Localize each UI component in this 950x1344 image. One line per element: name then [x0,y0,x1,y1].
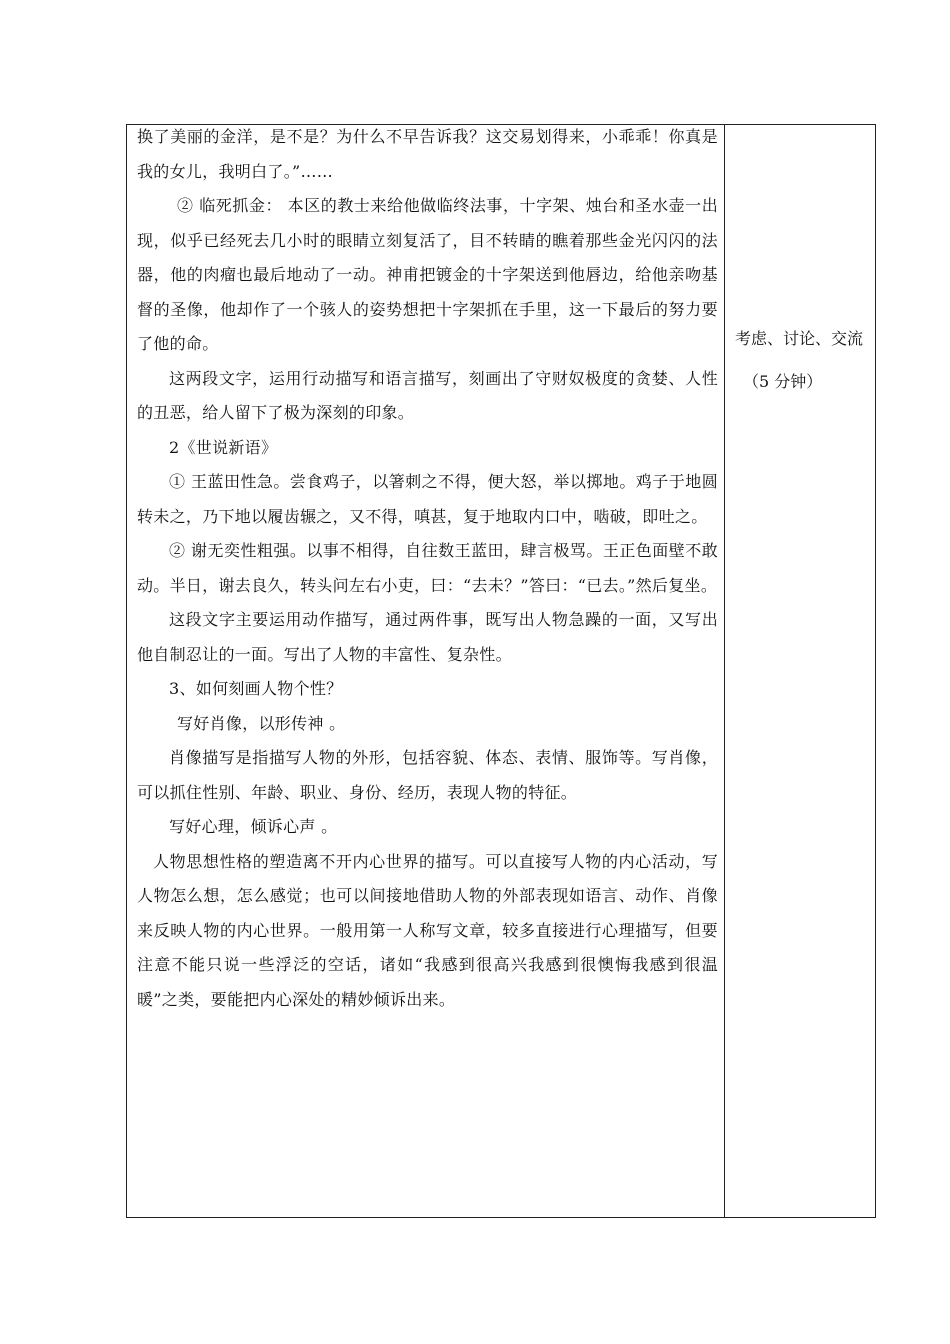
subheading-psychology: 写好心理，倾诉心声 。 [169,817,338,836]
paragraph-2: ② 临死抓金： 本区的教士来给他做临终法事，十字架、烛台和圣水壶一出现，似乎已经死去几小时的眼睛立刻复活了，目不转睛的瞧着那些金光闪闪的法器，他的肉瘤也最后地动了一动。神甫把镀金的十字架送到他唇边，给他亲吻基督的圣像，他却作了一个骇人的姿势想把十字架抓在手里，这一下最后的努力要了他的命。 [137,196,718,353]
section-heading-3: 3、如何刻画人物个性？ [169,679,343,698]
paragraph-10: 肖像描写是指描写人物的外形，包括容貌、体态、表情、服饰等。写肖像，可以抓住性别、年龄、职业、身份、经历，表现人物的特征。 [137,748,718,802]
paragraph-5: ① 王蓝田性急。尝食鸡子，以箸刺之不得，便大怒，举以掷地。鸡子于地圆转未之，乃下地以履齿辗之，又不得，嗔甚，复于地取内口中，啮破，即吐之。 [137,472,718,526]
paragraph-6: ② 谢无奕性粗强。以事不相得，自往数王蓝田，肆言极骂。王正色面壁不敢动。半日，谢去良久，转头问左右小吏，曰：“去未？”答曰：“已去。”然后复坐。 [137,541,718,595]
paragraph-3: 这两段文字，运用行动描写和语言描写，刻画出了守财奴极度的贪婪、人性的丑恶，给人留下了极为深刻的印象。 [137,368,718,422]
lesson-table [126,124,876,1218]
content-cell [127,125,724,1217]
section-heading-2: 2《世说新语》 [169,437,278,457]
subheading-portrait: 写好肖像，以形传神 。 [177,713,346,733]
activity-cell [725,125,875,1217]
activity-label: 考虑、讨论、交流 [735,329,864,348]
paragraph-7: 这段文字主要运用动作描写，通过两件事，既写出人物急躁的一面，又写出他自制忍让的一面。写出了人物的丰富性、复杂性。 [137,610,718,664]
paragraph-1: 换了美丽的金洋，是不是？为什么不早告诉我？这交易划得来，小乖乖！你真是我的女儿，我明白了。”…… [137,127,718,181]
duration-label: （5 分钟） [743,372,823,391]
paragraph-12: 人物思想性格的塑造离不开内心世界的描写。可以直接写人物的内心活动，写人物怎么想，怎么感觉；也可以间接地借助人物的外部表现如语言、动作、肖像来反映人物的内心世界。一般用第一人称写文章，较多直接进行心理描写，但要注意不能只说一些浮泛的空话，诸如“我感到很高兴我感到很懊悔我感到很温暖”之类，要能把内心深处的精妙倾诉出来。 [137,851,718,1009]
